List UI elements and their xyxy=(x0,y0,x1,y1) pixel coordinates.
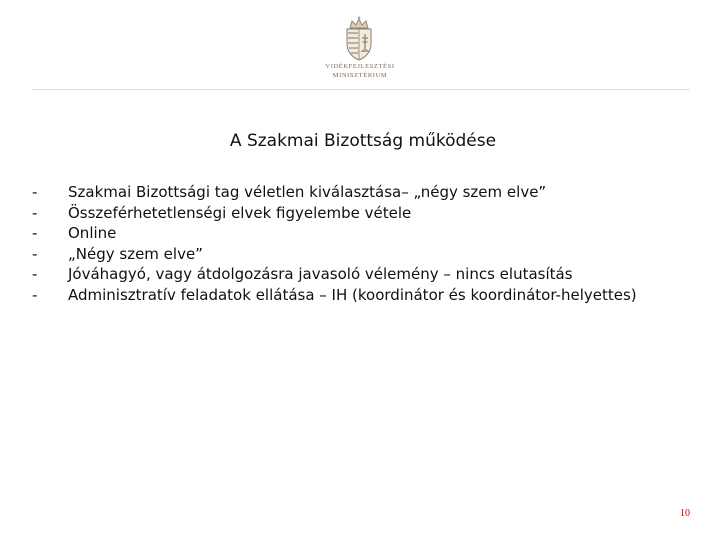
bullet-marker: - xyxy=(32,285,38,304)
list-item xyxy=(32,224,637,245)
page-number: 10 xyxy=(680,508,690,519)
list-item xyxy=(32,245,637,266)
list-item xyxy=(32,204,637,225)
list-item xyxy=(32,265,637,286)
ministry-name-line2: MINISZTÉRIUM xyxy=(332,72,388,79)
bullet-text: Jóváhagyó, vagy átdolgozásra javasoló vélemény – nincs elutasítás xyxy=(68,265,573,283)
coat-of-arms-icon xyxy=(340,16,378,62)
bullet-marker: - xyxy=(32,244,38,263)
bullet-text: Adminisztratív feladatok ellátása – IH (koordinátor és koordinátor-helyettes) xyxy=(68,285,637,304)
header-divider xyxy=(32,89,690,90)
bullet-text: Szakmai Bizottsági tag véletlen kiválasztása– „négy szem elve” xyxy=(68,183,547,201)
ministry-logo-text xyxy=(310,62,410,80)
list-item xyxy=(32,286,637,307)
ministry-name-line1: VIDÉKFEJLESZTÉSI xyxy=(325,63,395,70)
bullet-marker: - xyxy=(32,224,38,242)
bullet-marker: - xyxy=(32,183,38,201)
crown-icon xyxy=(350,17,368,29)
bullet-text: Online xyxy=(68,224,117,242)
slide-title: A Szakmai Bizottság működése xyxy=(229,131,497,151)
bullet-marker: - xyxy=(32,203,38,222)
list-item xyxy=(32,183,637,204)
bullet-marker: - xyxy=(32,265,38,283)
bullet-text: „Négy szem elve” xyxy=(68,244,203,263)
bullet-text: Összeférhetetlenségi elvek figyelembe vétele xyxy=(68,203,412,222)
bullet-list xyxy=(32,183,637,306)
